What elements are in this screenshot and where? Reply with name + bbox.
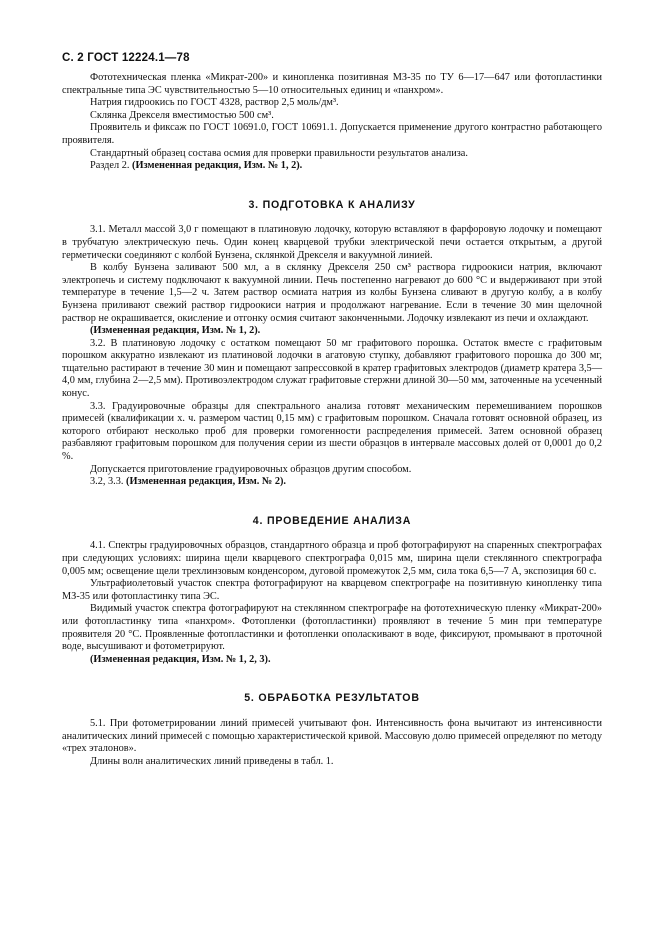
section4-paragraph-4-1: 4.1. Спектры градуировочных образцов, стандартного образца и проб фотографируют на спаренных спектрографах при следующих условиях: ширина щели кварцевого спектрографа 0,015 мм, ширина щели стеклянного спектрографа 0,005 мм; освещение щели трехлинзовым конденсором, дуговой промежуток 2,5 мм, сила тока 6,5—7 А, экспозиция 60 с. xyxy=(62,540,602,577)
amendment-text: (Измененная редакция, Изм. № 1, 2). xyxy=(132,160,303,172)
section-5-title: 5. ОБРАБОТКА РЕЗУЛЬТАТОВ xyxy=(244,692,420,705)
section3-paragraph-3-3: 3.3. Градуировочные образцы для спектрального анализа готовят механическим перемешиванием порошков примесей (квалификации х. ч. размером частиц 0,15 мм) с графитовым порошком. Сначала готовят основной образец, из которого отбирают несколько проб для проверки гомогенности распределения примесей. Затем основной образец разбавляют графитовым порошком для получения серии из шести образцов в интервале массовых долей от 0,0001 до 0,2 %. xyxy=(62,400,602,463)
section3-paragraph-bunsen: В колбу Бунзена заливают 500 мл, а в склянку Дрекселя 250 см³ раствора гидроокиси натрия, включают электропечь и систему подключают к вакуумной линии. Печь постепенно нагревают до 600 °С и выдерживают при этой температуре в течение 1,5—2 ч. Затем раствор осмиата натрия из колбы Бунзена сливают в другую колбу, а в колбу Бунзена приливают свежий раствор гидроокиси натрия и продолжают нагревание. Если в течение 30 мин щелочной раствор не окрашивается, окисление и отгонку осмия считают законченными. Лодочку извлекают из печи и охлаждают. xyxy=(62,262,602,324)
section3-amendment-note-1: (Измененная редакция, Изм. № 1, 2). xyxy=(90,325,261,337)
section5-paragraph-5-1: 5.1. При фотометрировании линий примесей учитывают фон. Интенсивность фона вычитают из интенсивности аналитических линий примесей с помощью характеристической кривой. Массовую долю примесей определяют по методу «трех эталонов». xyxy=(62,717,602,755)
section3-amendment-note-2 xyxy=(62,476,602,489)
section4-amendment-note: (Измененная редакция, Изм. № 1, 2, 3). xyxy=(90,653,271,665)
section3-paragraph-3-2: 3.2. В платиновую лодочку с остатком помещают 50 мг графитового порошка. Остаток вместе с графитовым порошком аккуратно извлекают из платиновой лодочки в агатовую ступку, добавляют графитового порошка до 300 мг, тщательно растирают в течение 30 мин и помещают запрессовкой в кратер графитовых электродов (диаметр кратера 3,5—4,0 мм, глубина 2—2,5 мм). Противоэлектродом служат графитовые стержни длиной 30—50 мм, заточенные на усеченный конус. xyxy=(62,337,602,400)
section4-paragraph-visible: Видимый участок спектра фотографируют на стеклянном спектрографе на фототехническую пленку «Микрат-200» или фотопластинку типа «панхром». Фотопленки (фотопластинки) проявляют в течение 5 мин при температуре проявителя 20 °С. Проявленные фотопластинки и фотопленки ополаскивают в воде, фиксируют, промывают в проточной воде, высушивают и фотометрируют. xyxy=(62,603,602,653)
materials-paragraph-naoh: Натрия гидроокись по ГОСТ 4328, раствор 2,5 моль/дм³. xyxy=(90,97,339,109)
materials-paragraph-drexel: Склянка Дрекселя вместимостью 500 см³. xyxy=(90,109,274,121)
section5-paragraph-wavelengths: Длины волн аналитических линий приведены в табл. 1. xyxy=(90,755,334,767)
section3-paragraph-3-1: 3.1. Металл массой 3,0 г помещают в платиновую лодочку, которую вставляют в фарфоровую лодочку и помещают в трубчатую электрическую печь. Один конец кварцевой трубки электрической печи остается открытым, а другой герметически соединяют с колбой Бунзена, склянкой Дрекселя и вакуумной линией. xyxy=(62,224,602,261)
materials-paragraph-developer: Проявитель и фиксаж по ГОСТ 10691.0, ГОСТ 10691.1. Допускается применение другого контрастно работающего проявителя. xyxy=(62,122,602,146)
section3-paragraph-alt-method: Допускается приготовление градуировочных образцов другим способом. xyxy=(90,463,412,475)
page-header: С. 2 ГОСТ 12224.1—78 xyxy=(62,52,190,64)
section2-amendment-note xyxy=(62,160,602,173)
amendment-lead: 3.2, 3.3. xyxy=(90,476,124,488)
section-4-title: 4. ПРОВЕДЕНИЕ АНАЛИЗА xyxy=(252,514,412,527)
materials-paragraph-film: Фототехническая пленка «Микрат-200» и кинопленка позитивная МЗ-35 по ТУ 6—17—647 или фотопластинки спектральные типа ЭС чувствительностью 5—10 относительных единиц и «панхром». xyxy=(62,72,602,96)
materials-paragraph-standard: Стандартный образец состава осмия для проверки правильности результатов анализа. xyxy=(90,147,468,159)
section-3-title: 3. ПОДГОТОВКА К АНАЛИЗУ xyxy=(248,198,416,211)
amendment-text: (Измененная редакция, Изм. № 2). xyxy=(126,476,286,488)
page-content xyxy=(62,72,602,768)
section4-paragraph-uv: Ультрафиолетовый участок спектра фотографируют на кварцевом спектрографе на позитивную кинопленку типа МЗ-35 или фотопластинку типа ЭС. xyxy=(62,578,602,602)
amendment-lead: Раздел 2. xyxy=(90,160,130,172)
